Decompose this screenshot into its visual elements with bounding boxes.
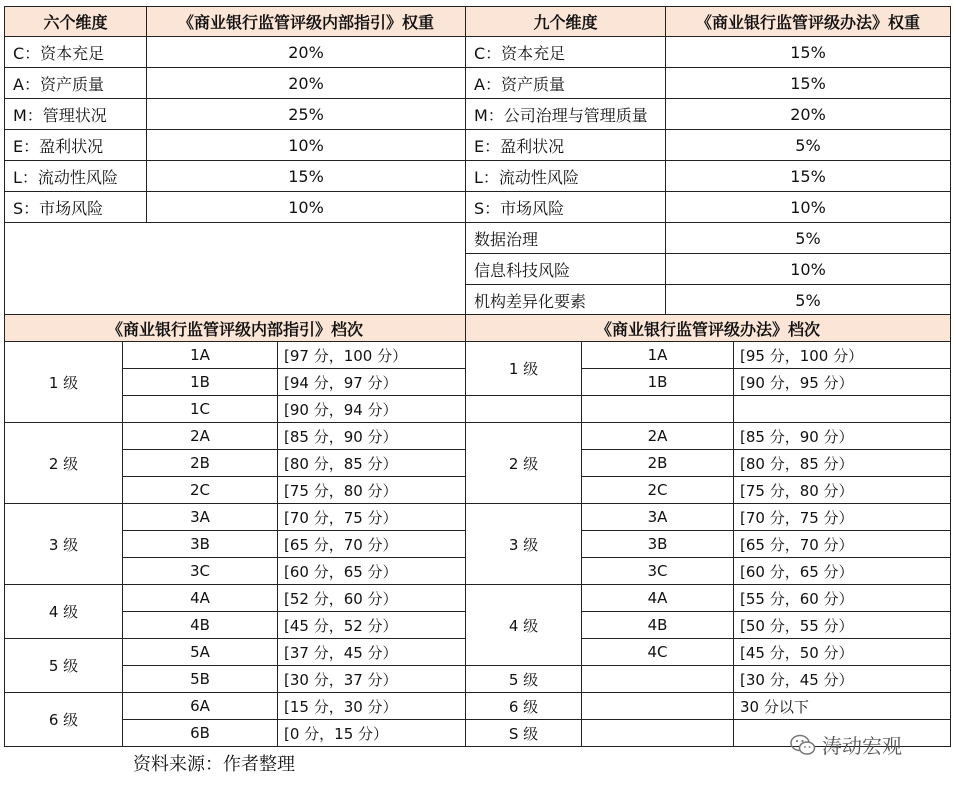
left-sub: 2A (123, 423, 278, 450)
left-range: [97 分，100 分） (278, 342, 466, 369)
weights-row (5, 192, 951, 223)
left-range: [65 分，70 分） (278, 531, 466, 558)
left-sub: 3B (123, 531, 278, 558)
grade-row (5, 504, 951, 531)
w9-cell: 5% (666, 130, 951, 161)
watermark (790, 730, 902, 759)
watermark-text: 涛动宏观 (822, 734, 902, 758)
right-range: [55 分，60 分） (734, 585, 951, 612)
left-range: [0 分，15 分） (278, 720, 466, 747)
left-sub: 3C (123, 558, 278, 585)
right-range: [75 分，80 分） (734, 477, 951, 504)
right-grade-4: 4 级 (466, 585, 582, 666)
header-guideline-grades: 《商业银行监管评级内部指引》档次 (5, 315, 466, 342)
left-sub: 1B (123, 369, 278, 396)
empty-cell (582, 396, 734, 423)
left-sub: 2B (123, 450, 278, 477)
weights-row (5, 37, 951, 68)
right-sub: 4C (582, 639, 734, 666)
left-range: [37 分，45 分） (278, 639, 466, 666)
left-range: [30 分，37 分） (278, 666, 466, 693)
right-grade-2: 2 级 (466, 423, 582, 504)
w9-cell: 15% (666, 37, 951, 68)
left-sub: 1A (123, 342, 278, 369)
header-measures-grades: 《商业银行监管评级办法》档次 (466, 315, 951, 342)
left-sub: 6A (123, 693, 278, 720)
left-grade-6: 6 级 (5, 693, 123, 747)
empty-cell (734, 396, 951, 423)
dim6-cell: L：流动性风险 (5, 161, 147, 192)
grade-row (5, 585, 951, 612)
weights-table (4, 6, 951, 316)
right-range: 30 分以下 (734, 693, 951, 720)
w9-cell: 5% (666, 223, 951, 254)
w9-cell: 10% (666, 254, 951, 285)
grade-row (5, 693, 951, 720)
weights-row (5, 161, 951, 192)
left-sub: 1C (123, 396, 278, 423)
right-sub: 2A (582, 423, 734, 450)
right-grade-6: 6 级 (466, 693, 582, 720)
right-range: [95 分，100 分） (734, 342, 951, 369)
left-range: [90 分，94 分） (278, 396, 466, 423)
dim9-cell: 机构差异化要素 (466, 285, 666, 316)
dim6-cell: A：资产质量 (5, 68, 147, 99)
right-sub: 3A (582, 504, 734, 531)
right-range: [90 分，95 分） (734, 369, 951, 396)
left-range: [45 分，52 分） (278, 612, 466, 639)
left-sub: 2C (123, 477, 278, 504)
dim9-cell: 数据治理 (466, 223, 666, 254)
empty-cell (582, 693, 734, 720)
right-sub: 3B (582, 531, 734, 558)
left-sub: 6B (123, 720, 278, 747)
left-grade-2: 2 级 (5, 423, 123, 504)
left-grade-4: 4 级 (5, 585, 123, 639)
left-grade-1: 1 级 (5, 342, 123, 423)
empty-cell (582, 720, 734, 747)
weights-row (5, 68, 951, 99)
left-range: [75 分，80 分） (278, 477, 466, 504)
w9-cell: 10% (666, 192, 951, 223)
left-range: [85 分，90 分） (278, 423, 466, 450)
right-grade-5: 5 级 (466, 666, 582, 693)
right-range: [45 分，50 分） (734, 639, 951, 666)
wechat-icon (790, 734, 816, 756)
header-six-dims: 六个维度 (5, 7, 147, 37)
right-range: [70 分，75 分） (734, 504, 951, 531)
grade-row (5, 423, 951, 450)
header-nine-dims: 九个维度 (466, 7, 666, 37)
left-range: [94 分，97 分） (278, 369, 466, 396)
left-range: [70 分，75 分） (278, 504, 466, 531)
right-grade-s: S 级 (466, 720, 582, 747)
right-range: [80 分，85 分） (734, 450, 951, 477)
left-sub: 5B (123, 666, 278, 693)
left-grade-3: 3 级 (5, 504, 123, 585)
w6-cell: 10% (147, 130, 466, 161)
dim9-cell: M：公司治理与管理质量 (466, 99, 666, 130)
w9-cell: 5% (666, 285, 951, 316)
empty-merged-cell (5, 223, 466, 316)
dim6-cell: M：管理状况 (5, 99, 147, 130)
dim9-cell: A：资产质量 (466, 68, 666, 99)
weights-row (5, 130, 951, 161)
dim6-cell: C：资本充足 (5, 37, 147, 68)
left-sub: 5A (123, 639, 278, 666)
dim9-cell: C：资本充足 (466, 37, 666, 68)
dim9-cell: L：流动性风险 (466, 161, 666, 192)
left-sub: 4B (123, 612, 278, 639)
weights-row (5, 223, 951, 254)
header-measures-weight: 《商业银行监管评级办法》权重 (666, 7, 951, 37)
w9-cell: 20% (666, 99, 951, 130)
w9-cell: 15% (666, 161, 951, 192)
source-note: 资料来源：作者整理 (133, 754, 295, 775)
right-range: [65 分，70 分） (734, 531, 951, 558)
left-range: [15 分，30 分） (278, 693, 466, 720)
grades-header-row (5, 315, 951, 342)
right-sub: 3C (582, 558, 734, 585)
right-grade-3: 3 级 (466, 504, 582, 585)
left-range: [60 分，65 分） (278, 558, 466, 585)
left-sub: 3A (123, 504, 278, 531)
empty-cell (466, 396, 582, 423)
empty-cell (582, 666, 734, 693)
left-grade-5: 5 级 (5, 639, 123, 693)
right-range: [50 分，55 分） (734, 612, 951, 639)
dim9-cell: S：市场风险 (466, 192, 666, 223)
right-sub: 2C (582, 477, 734, 504)
right-sub: 1A (582, 342, 734, 369)
right-sub: 4A (582, 585, 734, 612)
right-sub: 4B (582, 612, 734, 639)
w6-cell: 25% (147, 99, 466, 130)
grade-row (5, 396, 951, 423)
left-range: [52 分，60 分） (278, 585, 466, 612)
left-sub: 4A (123, 585, 278, 612)
grade-row (5, 666, 951, 693)
w6-cell: 20% (147, 37, 466, 68)
w6-cell: 15% (147, 161, 466, 192)
right-range: [85 分，90 分） (734, 423, 951, 450)
dim6-cell: E：盈利状况 (5, 130, 147, 161)
w9-cell: 15% (666, 68, 951, 99)
w6-cell: 20% (147, 68, 466, 99)
right-grade-1: 1 级 (466, 342, 582, 396)
grades-table (4, 314, 951, 747)
right-sub: 2B (582, 450, 734, 477)
right-range: [60 分，65 分） (734, 558, 951, 585)
w6-cell: 10% (147, 192, 466, 223)
right-sub: 1B (582, 369, 734, 396)
header-guideline-weight: 《商业银行监管评级内部指引》权重 (147, 7, 466, 37)
grade-row (5, 342, 951, 369)
dim6-cell: S：市场风险 (5, 192, 147, 223)
left-range: [80 分，85 分） (278, 450, 466, 477)
right-range: [30 分，45 分） (734, 666, 951, 693)
dim9-cell: E：盈利状况 (466, 130, 666, 161)
weights-header-row (5, 7, 951, 37)
dim9-cell: 信息科技风险 (466, 254, 666, 285)
weights-row (5, 99, 951, 130)
